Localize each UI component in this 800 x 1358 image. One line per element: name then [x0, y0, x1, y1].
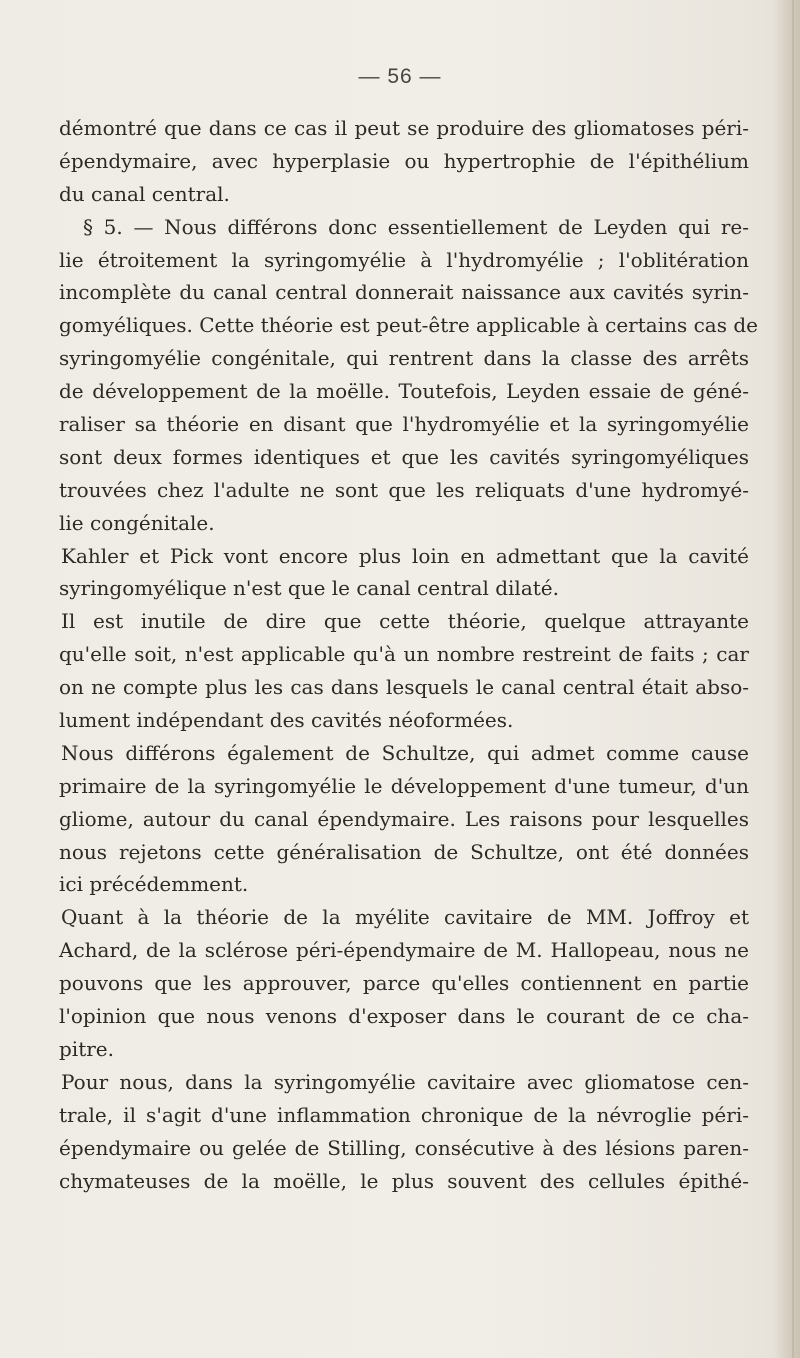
text-line: primaire de la syringomyélie le développement d'une tumeur, d'un	[59, 773, 749, 798]
text-line: ici précédemment.	[59, 872, 249, 897]
text-line: sont deux formes identiques et que les cavités syringomyéliques	[59, 444, 749, 469]
page-number: — 56 —	[358, 65, 442, 88]
text-line: Il est inutile de dire que cette théorie, quelque attrayante	[61, 609, 749, 634]
text-line: trouvées chez l'adulte ne sont que les reliquats d'une hydromyé-	[59, 477, 749, 502]
page-edge-shadow	[774, 0, 800, 1358]
text-line: Pour nous, dans la syringomyélie cavitaire avec gliomatose cen-	[61, 1069, 749, 1094]
text-line: du canal central.	[59, 181, 230, 206]
text-line: § 5. — Nous différons donc essentiellement de Leyden qui re-	[83, 214, 749, 239]
text-line: lument indépendant des cavités néoformées.	[59, 708, 514, 733]
text-line: Quant à la théorie de la myélite cavitaire de MM. Joffroy et	[61, 905, 749, 930]
text-line: pitre.	[59, 1036, 114, 1061]
text-line: épendymaire ou gelée de Stilling, consécutive à des lésions paren-	[59, 1135, 749, 1160]
text-line: raliser sa théorie en disant que l'hydromyélie et la syringomyélie	[59, 412, 749, 437]
page-edge-line	[792, 0, 794, 1358]
text-line: incomplète du canal central donnerait naissance aux cavités syrin-	[59, 280, 749, 305]
text-line: l'opinion que nous venons d'exposer dans le courant de ce cha-	[59, 1004, 749, 1029]
text-line: on ne compte plus les cas dans lesquels le canal central était abso-	[59, 675, 749, 700]
text-line: gliome, autour du canal épendymaire. Les raisons pour lesquelles	[59, 806, 749, 831]
text-line: épendymaire, avec hyperplasie ou hypertrophie de l'épithélium	[59, 148, 749, 173]
text-line: pouvons que les approuver, parce qu'elles contiennent en partie	[59, 971, 749, 996]
text-line: gomyéliques. Cette théorie est peut-être applicable à certains cas de	[59, 313, 758, 338]
text-line: Nous différons également de Schultze, qui admet comme cause	[61, 740, 749, 765]
text-line: chymateuses de la moëlle, le plus souvent des cellules épithé-	[59, 1168, 749, 1193]
text-line: nous rejetons cette généralisation de Schultze, ont été données	[59, 839, 749, 864]
body-text	[59, 112, 758, 1197]
text-line: syringomyélique n'est que le canal central dilaté.	[59, 576, 559, 601]
text-line: qu'elle soit, n'est applicable qu'à un nombre restreint de faits ; car	[59, 642, 749, 667]
text-line: syringomyélie congénitale, qui rentrent dans la classe des arrêts	[59, 346, 749, 371]
text-line: lie congénitale.	[59, 510, 215, 535]
text-line: trale, il s'agit d'une inflammation chronique de la névroglie péri-	[59, 1102, 749, 1127]
text-line: démontré que dans ce cas il peut se produire des gliomatoses péri-	[59, 116, 749, 140]
text-line: Achard, de la sclérose péri-épendymaire de M. Hallopeau, nous ne	[59, 938, 749, 963]
text-line: lie étroitement la syringomyélie à l'hydromyélie ; l'oblitération	[59, 247, 749, 272]
text-line: Kahler et Pick vont encore plus loin en admettant que la cavité	[61, 543, 749, 568]
text-line: de développement de la moëlle. Toutefois, Leyden essaie de géné-	[59, 379, 749, 404]
